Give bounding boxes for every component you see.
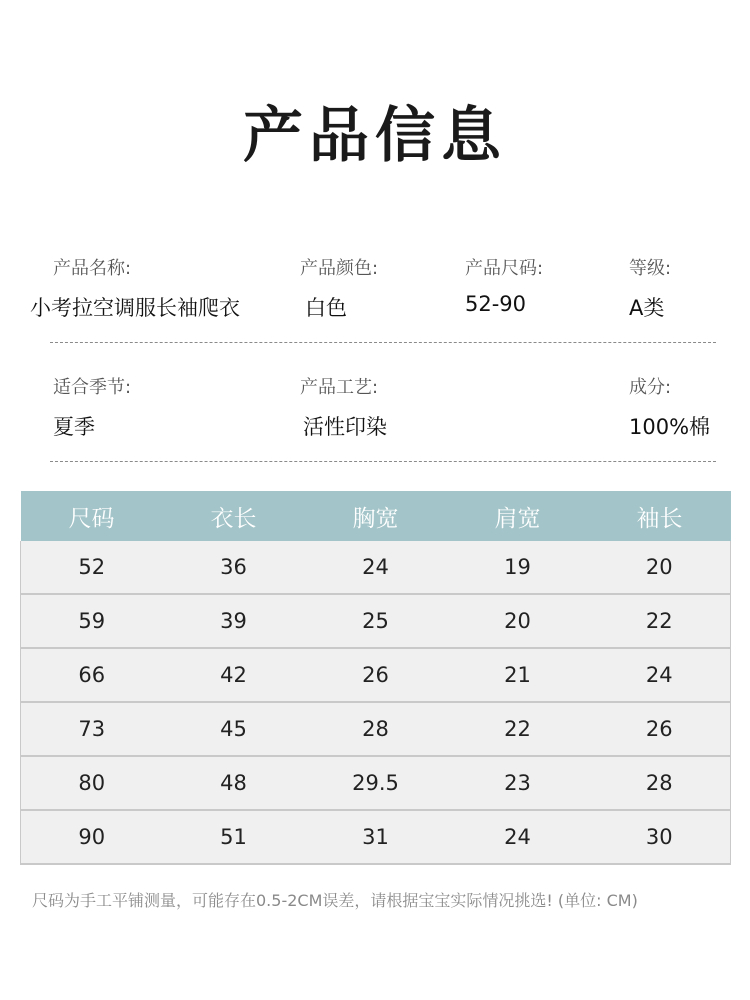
product-name-label: 产品名称:	[53, 258, 132, 279]
divider	[50, 342, 716, 343]
size-table	[20, 491, 731, 865]
table-row	[21, 756, 731, 810]
product-info-section	[0, 0, 750, 470]
table-cell: 29.5	[305, 756, 447, 810]
column-header-size: 尺码	[21, 491, 163, 541]
table-cell: 22	[589, 594, 731, 648]
table-cell: 42	[163, 648, 305, 702]
material-value: 100%棉	[629, 415, 711, 439]
table-cell: 26	[589, 702, 731, 756]
grade-label: 等级:	[629, 258, 672, 279]
craft-value: 活性印染	[303, 415, 387, 439]
page-title: 产品信息	[243, 101, 507, 171]
table-row	[21, 594, 731, 648]
season-label: 适合季节:	[53, 377, 132, 398]
table-cell: 90	[21, 810, 163, 864]
table-cell: 80	[21, 756, 163, 810]
table-cell: 30	[589, 810, 731, 864]
material-label: 成分:	[629, 377, 672, 398]
season-value: 夏季	[53, 415, 95, 439]
table-cell: 28	[589, 756, 731, 810]
table-cell: 20	[589, 541, 731, 594]
table-cell: 31	[305, 810, 447, 864]
table-header-row	[21, 491, 731, 541]
table-cell: 26	[305, 648, 447, 702]
table-cell: 24	[589, 648, 731, 702]
table-cell: 22	[447, 702, 589, 756]
divider	[50, 461, 716, 462]
table-cell: 39	[163, 594, 305, 648]
table-row	[21, 648, 731, 702]
table-cell: 21	[447, 648, 589, 702]
column-header-chest: 胸宽	[305, 491, 447, 541]
table-row	[21, 810, 731, 864]
product-color-value: 白色	[305, 296, 347, 320]
table-cell: 24	[447, 810, 589, 864]
table-cell: 66	[21, 648, 163, 702]
product-name-value: 小考拉空调服长袖爬衣	[30, 296, 240, 320]
grade-value: A类	[629, 296, 665, 320]
column-header-sleeve: 袖长	[589, 491, 731, 541]
table-cell: 23	[447, 756, 589, 810]
table-cell: 59	[21, 594, 163, 648]
table-cell: 24	[305, 541, 447, 594]
table-cell: 19	[447, 541, 589, 594]
table-cell: 28	[305, 702, 447, 756]
product-size-label: 产品尺码:	[465, 258, 544, 279]
column-header-shoulder: 肩宽	[447, 491, 589, 541]
product-color-label: 产品颜色:	[300, 258, 379, 279]
table-cell: 36	[163, 541, 305, 594]
table-cell: 51	[163, 810, 305, 864]
product-size-value: 52-90	[465, 292, 527, 316]
table-row	[21, 541, 731, 594]
table-cell: 25	[305, 594, 447, 648]
table-cell: 52	[21, 541, 163, 594]
craft-label: 产品工艺:	[300, 377, 379, 398]
table-cell: 48	[163, 756, 305, 810]
measurement-note: 尺码为手工平铺测量，可能存在0.5-2CM误差，请根据宝宝实际情况挑选! (单位: CM)	[32, 891, 638, 910]
table-cell: 45	[163, 702, 305, 756]
table-row	[21, 702, 731, 756]
table-cell: 20	[447, 594, 589, 648]
table-cell: 73	[21, 702, 163, 756]
column-header-length: 衣长	[163, 491, 305, 541]
